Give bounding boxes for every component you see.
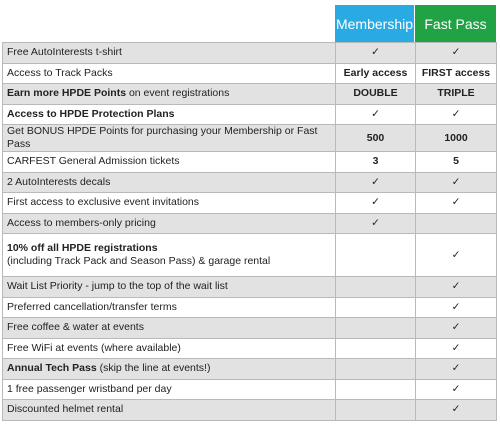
fast-pass-check-icon: ✓: [416, 400, 497, 421]
membership-empty-cell: [336, 338, 416, 359]
table-row: [3, 63, 497, 84]
feature-label-line1: 10% off all HPDE registrations: [7, 242, 158, 254]
feature-label: Get BONUS HPDE Points for purchasing your Membership or Fast Pass: [3, 125, 336, 152]
membership-empty-cell: [336, 234, 416, 277]
fast-pass-check-icon: ✓: [416, 379, 497, 400]
feature-label: Free AutoInterests t-shirt: [3, 43, 336, 64]
feature-label-bold: Annual Tech Pass: [7, 362, 97, 375]
table-row: [3, 234, 497, 277]
membership-check-icon: ✓: [336, 172, 416, 193]
table-row: [3, 318, 497, 339]
fast-pass-check-icon: ✓: [416, 297, 497, 318]
fast-pass-value: 5: [416, 152, 497, 173]
feature-label: CARFEST General Admission tickets: [3, 152, 336, 173]
feature-label: Free WiFi at events (where available): [3, 338, 336, 359]
membership-empty-cell: [336, 359, 416, 380]
table-row: [3, 152, 497, 173]
fast-pass-check-icon: ✓: [416, 104, 497, 125]
membership-check-icon: ✓: [336, 43, 416, 64]
fast-pass-check-icon: ✓: [416, 193, 497, 214]
table-row: [3, 43, 497, 64]
membership-check-icon: ✓: [336, 104, 416, 125]
table-row: [3, 104, 497, 125]
fast-pass-column-header: Fast Pass: [415, 5, 496, 42]
table-row: [3, 338, 497, 359]
fast-pass-value: FIRST access: [416, 63, 497, 84]
table-row: [3, 379, 497, 400]
fast-pass-check-icon: ✓: [416, 318, 497, 339]
feature-label: Discounted helmet rental: [3, 400, 336, 421]
table-row: [3, 125, 497, 152]
benefits-comparison-table: [2, 42, 497, 421]
feature-label: Access to members-only pricing: [3, 213, 336, 234]
membership-empty-cell: [336, 379, 416, 400]
membership-empty-cell: [336, 400, 416, 421]
table-row: [3, 297, 497, 318]
membership-empty-cell: [336, 277, 416, 298]
table-row: [3, 193, 497, 214]
feature-label-rest: on event registrations: [126, 87, 230, 100]
fast-pass-check-icon: ✓: [416, 277, 497, 298]
membership-check-icon: ✓: [336, 193, 416, 214]
fast-pass-value: TRIPLE: [416, 84, 497, 105]
feature-label: Free coffee & water at events: [3, 318, 336, 339]
feature-label: First access to exclusive event invitations: [3, 193, 336, 214]
membership-empty-cell: [336, 297, 416, 318]
membership-value: DOUBLE: [336, 84, 416, 105]
fast-pass-check-icon: ✓: [416, 359, 497, 380]
fast-pass-check-icon: ✓: [416, 172, 497, 193]
table-row: [3, 213, 497, 234]
table-row: [3, 359, 497, 380]
feature-label: Wait List Priority - jump to the top of the wait list: [3, 277, 336, 298]
feature-label: 2 AutoInterests decals: [3, 172, 336, 193]
feature-label: Access to HPDE Protection Plans: [3, 104, 336, 125]
table-row: [3, 84, 497, 105]
membership-empty-cell: [336, 318, 416, 339]
feature-label: 1 free passenger wristband per day: [3, 379, 336, 400]
fast-pass-check-icon: ✓: [416, 338, 497, 359]
membership-value: Early access: [336, 63, 416, 84]
feature-label: [3, 359, 336, 380]
fast-pass-check-icon: ✓: [416, 43, 497, 64]
feature-label: [3, 234, 336, 277]
table-row: [3, 277, 497, 298]
fast-pass-check-icon: ✓: [416, 234, 497, 277]
feature-label-line2: (including Track Pack and Season Pass) & garage rental: [7, 255, 271, 267]
feature-label: Preferred cancellation/transfer terms: [3, 297, 336, 318]
membership-value: 3: [336, 152, 416, 173]
feature-label: Access to Track Packs: [3, 63, 336, 84]
membership-column-header: Membership: [335, 5, 415, 42]
table-row: [3, 172, 497, 193]
membership-value: 500: [336, 125, 416, 152]
header-row: [0, 5, 500, 42]
feature-label-rest: (skip the line at events!): [96, 362, 211, 375]
fast-pass-value: 1000: [416, 125, 497, 152]
membership-check-icon: ✓: [336, 213, 416, 234]
fast-pass-empty-cell: [416, 213, 497, 234]
table-row: [3, 400, 497, 421]
feature-label-bold: Earn more HPDE Points: [7, 87, 127, 100]
feature-label: [3, 84, 336, 105]
